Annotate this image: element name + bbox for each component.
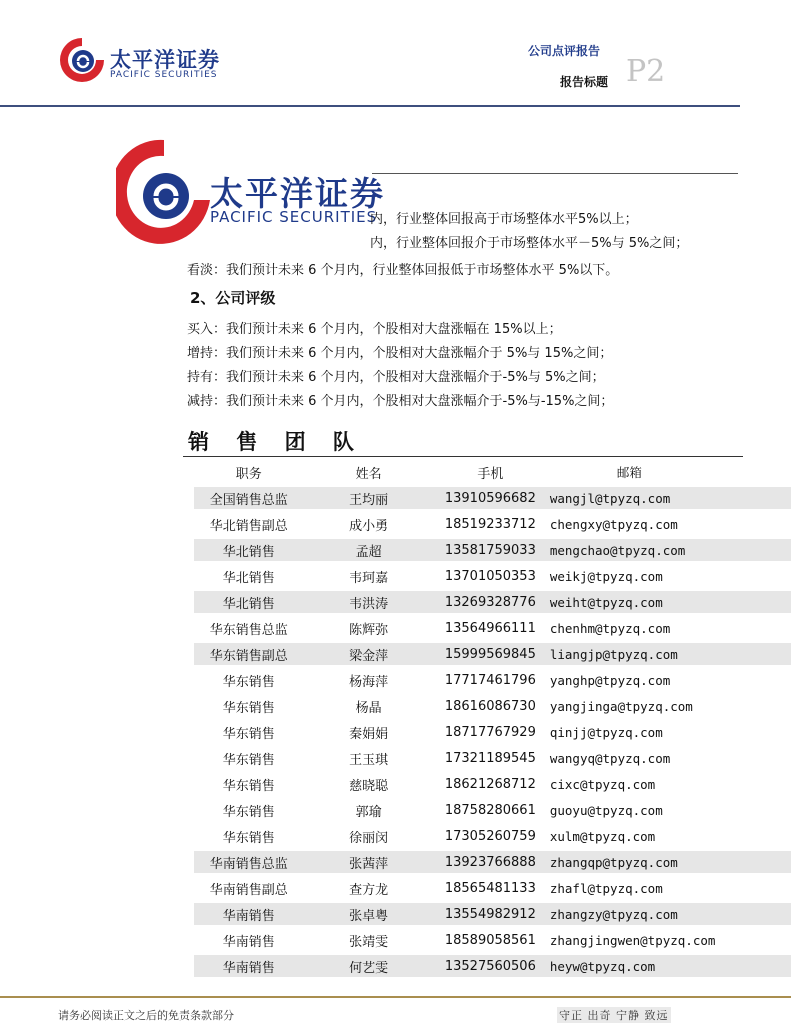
email-cell[interactable]: yanghp@tpyzq.com: [549, 672, 671, 688]
email-cell[interactable]: cixc@tpyzq.com: [549, 776, 656, 792]
table-row: [194, 877, 791, 899]
position-cell: 华北销售: [194, 591, 303, 613]
phone-cell: 18589058561: [444, 932, 536, 948]
column-header-position: 职务: [235, 466, 262, 482]
table-row: [194, 565, 791, 587]
company-rating-line: 持有：我们预计未来 6 个月内，个股相对大盘涨幅介于-5%与 5%之间；: [187, 370, 605, 385]
table-row: [194, 539, 791, 561]
position-cell: 华北销售副总: [209, 518, 288, 534]
table-row: [194, 513, 791, 535]
brand-watermark-logo-icon: [116, 138, 212, 248]
email-cell[interactable]: weiht@tpyzq.com: [547, 591, 791, 613]
position-cell: 华东销售: [222, 830, 275, 846]
name-cell: 慈晓聪: [349, 778, 389, 794]
watermark-brand-cn: 太平洋证券: [210, 174, 385, 213]
phone-cell: 17305260759: [444, 828, 536, 844]
position-cell: 华东销售: [222, 752, 275, 768]
position-cell: 华东销售: [222, 726, 275, 742]
table-row: [194, 591, 791, 613]
name-cell: 秦娟娟: [349, 726, 389, 742]
name-cell: 杨晶: [355, 700, 382, 716]
company-rating-line: 增持：我们预计未来 6 个月内，个股相对大盘涨幅介于 5%与 15%之间；: [187, 346, 613, 361]
position-cell: 华东销售: [222, 804, 275, 820]
header-divider: [0, 105, 740, 107]
email-cell[interactable]: yangjinga@tpyzq.com: [549, 698, 693, 714]
phone-cell: 13910596682: [434, 487, 547, 509]
table-row: [194, 617, 791, 639]
table-body: [194, 487, 791, 977]
name-cell: 成小勇: [349, 518, 389, 534]
name-cell: 何艺雯: [303, 955, 433, 977]
brand-name-en: PACIFIC SECURITIES: [110, 70, 218, 80]
watermark-brand-en: PACIFIC SECURITIES: [210, 208, 378, 226]
table-row: [194, 929, 791, 951]
name-cell: 徐丽闵: [349, 830, 389, 846]
table-row: [194, 903, 791, 925]
phone-cell: 13527560506: [434, 955, 547, 977]
column-header-name: 姓名: [355, 466, 382, 482]
position-cell: 华东销售: [222, 700, 275, 716]
phone-cell: 13554982912: [434, 903, 547, 925]
phone-cell: 17717461796: [444, 672, 536, 688]
sales-team-heading: 销 售 团 队: [188, 430, 364, 454]
email-cell[interactable]: wangyq@tpyzq.com: [549, 750, 671, 766]
industry-rating-line: 内，行业整体回报介于市场整体水平－5%与 5%之间；: [370, 236, 689, 251]
table-row: [194, 825, 791, 847]
phone-cell: 15999569845: [434, 643, 547, 665]
report-type: 公司点评报告: [528, 44, 601, 58]
name-cell: 张卓粤: [303, 903, 433, 925]
company-motto: 守正 出奇 宁静 致远: [559, 1009, 669, 1022]
name-cell: 王玉琪: [349, 752, 389, 768]
page-number: P2: [626, 54, 666, 89]
position-cell: 华南销售: [194, 903, 303, 925]
column-header-phone: 手机: [477, 466, 504, 482]
phone-cell: 13269328776: [434, 591, 547, 613]
name-cell: 韦洪涛: [303, 591, 433, 613]
sales-team-table: [194, 457, 791, 981]
name-cell: 查方龙: [349, 882, 389, 898]
position-cell: 华南销售: [194, 955, 303, 977]
email-cell[interactable]: heyw@tpyzq.com: [547, 955, 791, 977]
position-cell: 华东销售总监: [209, 622, 288, 638]
email-cell[interactable]: zhangqp@tpyzq.com: [547, 851, 791, 873]
email-cell[interactable]: mengchao@tpyzq.com: [547, 539, 791, 561]
table-row: [194, 695, 791, 717]
position-cell: 华东销售: [222, 674, 275, 690]
table-row: [194, 747, 791, 769]
phone-cell: 13701050353: [444, 568, 536, 584]
company-rating-line: 减持：我们预计未来 6 个月内，个股相对大盘涨幅介于-5%与-15%之间；: [187, 394, 614, 409]
position-cell: 华东销售副总: [194, 643, 303, 665]
email-cell[interactable]: zhangjingwen@tpyzq.com: [549, 932, 716, 948]
email-cell[interactable]: qinjj@tpyzq.com: [549, 724, 663, 740]
phone-cell: 18758280661: [444, 802, 536, 818]
brand-logo-icon: [56, 34, 108, 86]
phone-cell: 13581759033: [434, 539, 547, 561]
section-divider: [372, 173, 738, 174]
position-cell: 华南销售总监: [194, 851, 303, 873]
table-row: [194, 721, 791, 743]
table-row: [194, 799, 791, 821]
position-cell: 华东销售: [222, 778, 275, 794]
industry-rating-line: 内，行业整体回报高于市场整体水平5%以上；: [370, 212, 638, 227]
section-heading: 2、公司评级: [190, 289, 276, 307]
table-row: [194, 487, 791, 509]
email-cell[interactable]: chenhm@tpyzq.com: [549, 620, 671, 636]
email-cell[interactable]: zhangzy@tpyzq.com: [547, 903, 791, 925]
email-cell[interactable]: wangjl@tpyzq.com: [547, 487, 791, 509]
email-cell[interactable]: liangjp@tpyzq.com: [547, 643, 791, 665]
position-cell: 华北销售: [222, 570, 275, 586]
phone-cell: 13923766888: [434, 851, 547, 873]
name-cell: 梁金萍: [303, 643, 433, 665]
table-row: [194, 669, 791, 691]
phone-cell: 13564966111: [444, 620, 536, 636]
phone-cell: 18621268712: [444, 776, 536, 792]
name-cell: 郭瑜: [355, 804, 382, 820]
email-cell[interactable]: xulm@tpyzq.com: [549, 828, 656, 844]
name-cell: 孟超: [303, 539, 433, 561]
company-rating-line: 买入：我们预计未来 6 个月内，个股相对大盘涨幅在 15%以上；: [187, 322, 562, 337]
table-row: [194, 643, 791, 665]
brand-name-cn: 太平洋证券: [110, 48, 220, 72]
name-cell: 杨海萍: [349, 674, 389, 690]
footer-divider: [0, 996, 791, 998]
name-cell: 张茜萍: [303, 851, 433, 873]
name-cell: 韦珂嘉: [349, 570, 389, 586]
table-row: [194, 955, 791, 977]
position-cell: 全国销售总监: [194, 487, 303, 509]
position-cell: 华南销售副总: [209, 882, 288, 898]
email-cell[interactable]: guoyu@tpyzq.com: [549, 802, 663, 818]
phone-cell: 17321189545: [444, 750, 536, 766]
phone-cell: 18717767929: [444, 724, 536, 740]
email-cell[interactable]: weikj@tpyzq.com: [549, 568, 663, 584]
email-cell[interactable]: chengxy@tpyzq.com: [549, 516, 678, 532]
email-cell[interactable]: zhafl@tpyzq.com: [549, 880, 663, 896]
table-row: [194, 851, 791, 873]
position-cell: 华北销售: [194, 539, 303, 561]
position-cell: 华南销售: [222, 934, 275, 950]
phone-cell: 18565481133: [444, 880, 536, 896]
phone-cell: 18519233712: [444, 516, 536, 532]
phone-cell: 18616086730: [444, 698, 536, 714]
table-row: [194, 773, 791, 795]
name-cell: 张靖雯: [349, 934, 389, 950]
name-cell: 王均丽: [303, 487, 433, 509]
table-header-row: [194, 461, 791, 483]
name-cell: 陈辉弥: [349, 622, 389, 638]
column-header-email: 邮箱: [616, 465, 642, 480]
report-title: 报告标题: [560, 75, 609, 89]
industry-rating-line: 看淡：我们预计未来 6 个月内，行业整体回报低于市场整体水平 5%以下。: [187, 263, 619, 278]
disclaimer-note: 请务必阅读正文之后的免责条款部分: [58, 1009, 234, 1022]
